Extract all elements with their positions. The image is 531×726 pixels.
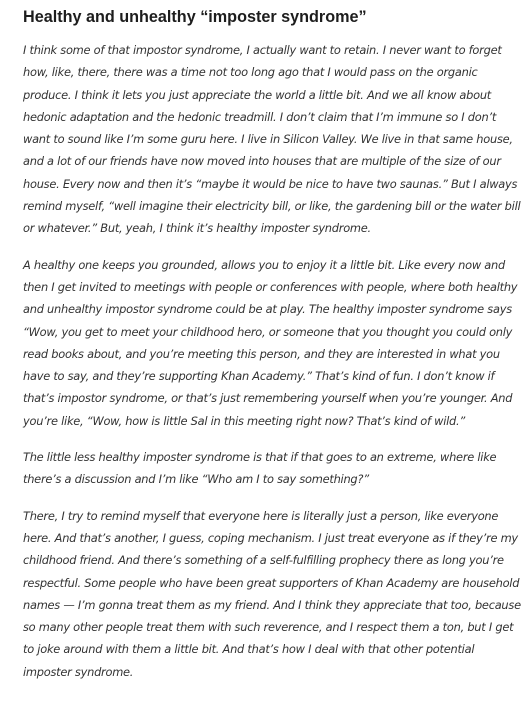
section-heading: Healthy and unhealthy “imposter syndrome” [23, 8, 367, 26]
paragraph-1: I think some of that impostor syndrome, I actually want to retain. I never want to forget how, like, there, there was a time not too long ago that I would pass on the organic produce. I think it lets you just appreciate the world a little bit. And we all know about hedonic adaptation and the hedonic treadmill. I don’t claim that I’m immune so I don’t want to sound like I’m some guru here. I live in Silicon Valley. We live in that same house, and a lot of our friends have now moved into houses that are multiple of the size of our house. Every now and then it’s “maybe it would be nice to have two saunas.” But I always remind myself, “well imagine their electricity bill, or like, the gardening bill or the water bill or whatever.” But, yeah, I think it’s healthy imposter syndrome. [23, 43, 521, 236]
paragraph-4: There, I try to remind myself that everyone here is literally just a person, like everyone here. And that’s another, I guess, coping mechanism. I just treat everyone as if they’re my childhood friend. And there’s something of a self-fulfilling prophecy there as long you’re respectful. Some people who have been great supporters of Khan Academy are household names — I’m gonna treat them as my friend. And I think they appreciate that too, because so many other people treat them with such reverence, and I respect them a ton, but I get to joke around with them a little bit. And that’s how I deal with that other potential imposter syndrome. [23, 508, 521, 679]
paragraph-3: The little less healthy imposter syndrome is that if that goes to an extreme, where like there’s a discussion and I’m like “Who am I to say something?” [23, 450, 497, 487]
paragraph-2: A healthy one keeps you grounded, allows you to enjoy it a little bit. Like every now and then I get invited to meetings with people or conferences with people, where both healthy and unhealthy impostor syndrome could be at play. The healthy imposter syndrome says “Wow, you get to meet your childhood hero, or someone that you thought you could only read books about, and you’re meeting this person, and they are interested in what you have to say, and they’re supporting Khan Academy.” That’s kind of fun. I don’t know if that’s impostor syndrome, or that’s just remembering yourself when you’re younger. And you’re like, “Wow, how is little Sal in this meeting right now? That’s kind of wild.” [23, 257, 518, 428]
